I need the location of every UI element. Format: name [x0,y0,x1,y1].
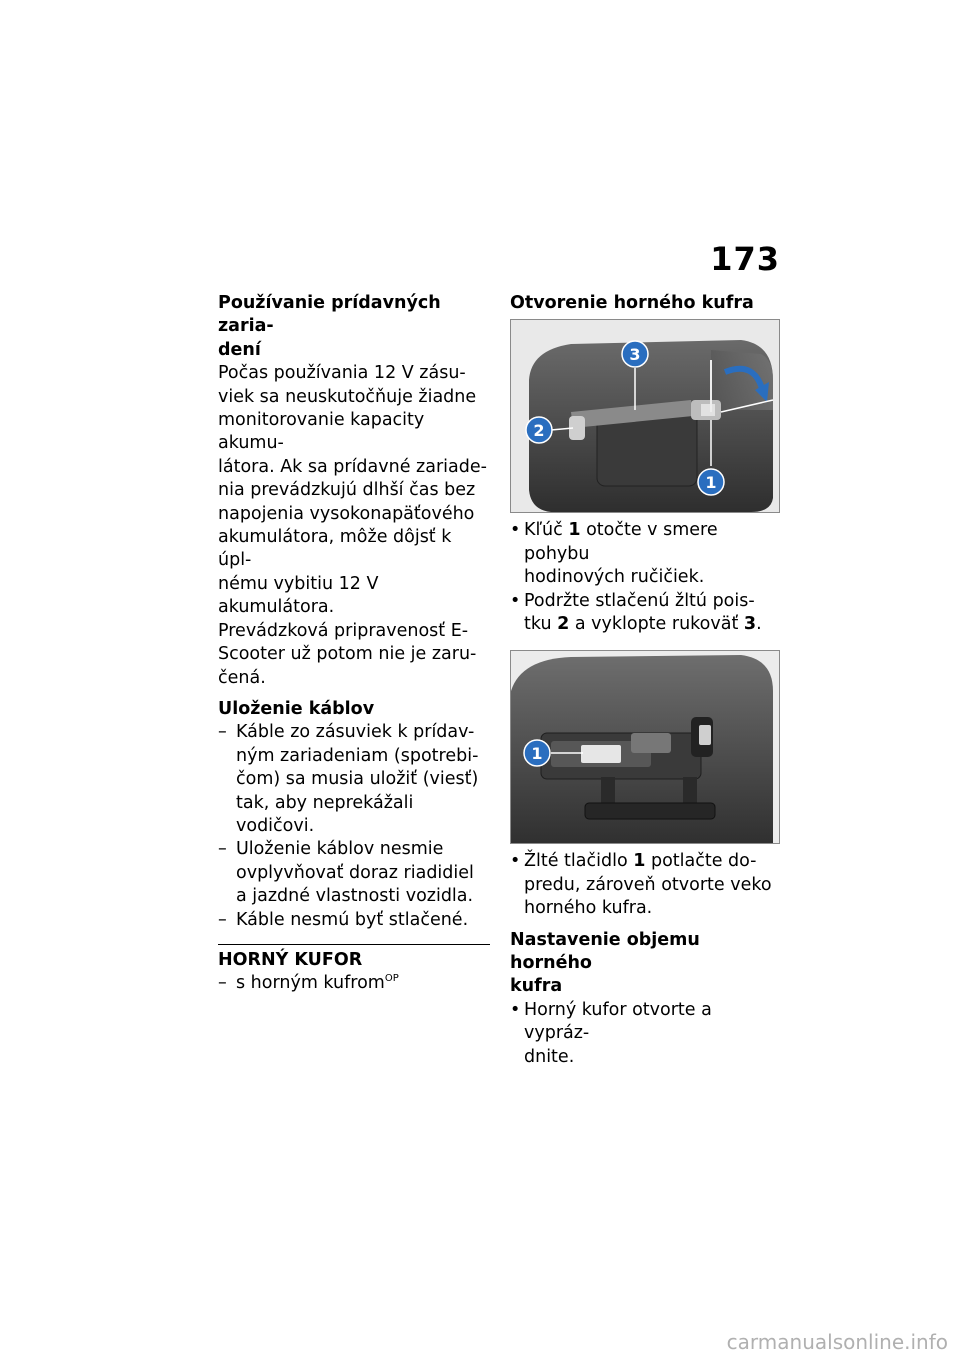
heading-adjust-volume: Nastavenie objemu horného kufra [510,929,700,997]
page-number: 173 [710,240,780,278]
bullet-mark: • [510,590,521,611]
paragraph-line: látora. Ak sa prídavné zariade- [218,456,487,477]
left-column [218,292,490,996]
heading-cable-routing: Uloženie káblov [218,698,375,719]
paragraph-battery-note [218,362,490,690]
bullet-mark: • [510,520,521,541]
dash-mark: – [218,839,227,860]
option-superscript: OP [384,973,399,985]
figure-open-top-case [510,319,780,513]
bullet-mark: • [510,999,521,1020]
paragraph-line: napojenia vysokonapäťového [218,503,475,524]
equipment-list [218,972,490,995]
dash-mark: – [218,973,227,994]
paragraph-line: čená. [218,667,266,688]
figure2-callout-1: 1 [531,744,543,764]
heading-open-top-case: Otvorenie horného kufra [510,293,754,313]
paragraph-line: Prevádzková pripravenosť E- [218,620,469,641]
paragraph-line: monitorovanie kapacity akumu- [218,410,425,454]
paragraph-line: Počas používania 12 V zásu- [218,363,466,384]
bullet-mark: • [510,851,521,872]
figure1-callout-2: 2 [533,421,545,441]
cable-dash-item: – Uloženie káblov nesmie ovplyvňovať doraz riadidiel a jazdné vlastnosti vozidla. [218,839,474,907]
step-open-empty: • Horný kufor otvorte a vypráz- dnite. [510,999,712,1067]
cable-dash-item: – Káble nesmú byť stlačené. [218,909,490,932]
button-steps-list [510,850,782,920]
right-column [510,292,782,1069]
watermark: carmanualsonline.info [726,1330,948,1354]
step-press-button: • Žlté tlačidlo 1 potlačte do- predu, zároveň otvorte veko horného kufra. [510,851,772,919]
section-title-top-case: HORNÝ KUFOR [218,949,363,970]
section-divider [218,944,490,945]
figure-handle-button [510,650,780,844]
dash-mark: – [218,909,227,930]
figure1-callout-3: 3 [629,345,641,365]
step-turn-key: • Kľúč 1 otočte v smere pohybu hodinových ručičiek. [510,520,718,588]
cable-dash-list [218,721,490,932]
equipment-item [218,972,490,995]
volume-steps-list [510,999,782,1069]
paragraph-line: nému vybitiu 12 V akumulátora. [218,573,379,618]
top-case-photo-2 [511,651,779,843]
paragraph-line: Scooter už potom nie je zaru- [218,644,477,665]
paragraph-line: akumulátora, môže dôjsť k úpl- [218,527,452,571]
figure1-callout-1: 1 [705,473,717,493]
open-steps-list [510,519,782,636]
step-hold-latch: • Podržte stlačenú žltú pois- tku 2 a vyklopte rukoväť 3. [510,590,762,635]
equipment-text: s horným kufrom [236,973,385,994]
cable-dash-item: – Káble zo zásuviek k prídav- ným zariadeniam (spotrebi- čom) sa musia uložiť (viesť) tak, aby neprekážali vodičovi. [218,722,479,836]
top-case-photo-1 [511,320,779,512]
paragraph-line: nia prevádzkujú dlhší čas bez [218,480,476,501]
paragraph-line: viek sa neuskutočňuje žiadne [218,386,477,407]
heading-additional-devices: Používanie prídavných zaria- dení [218,293,441,360]
dash-mark: – [218,722,227,743]
